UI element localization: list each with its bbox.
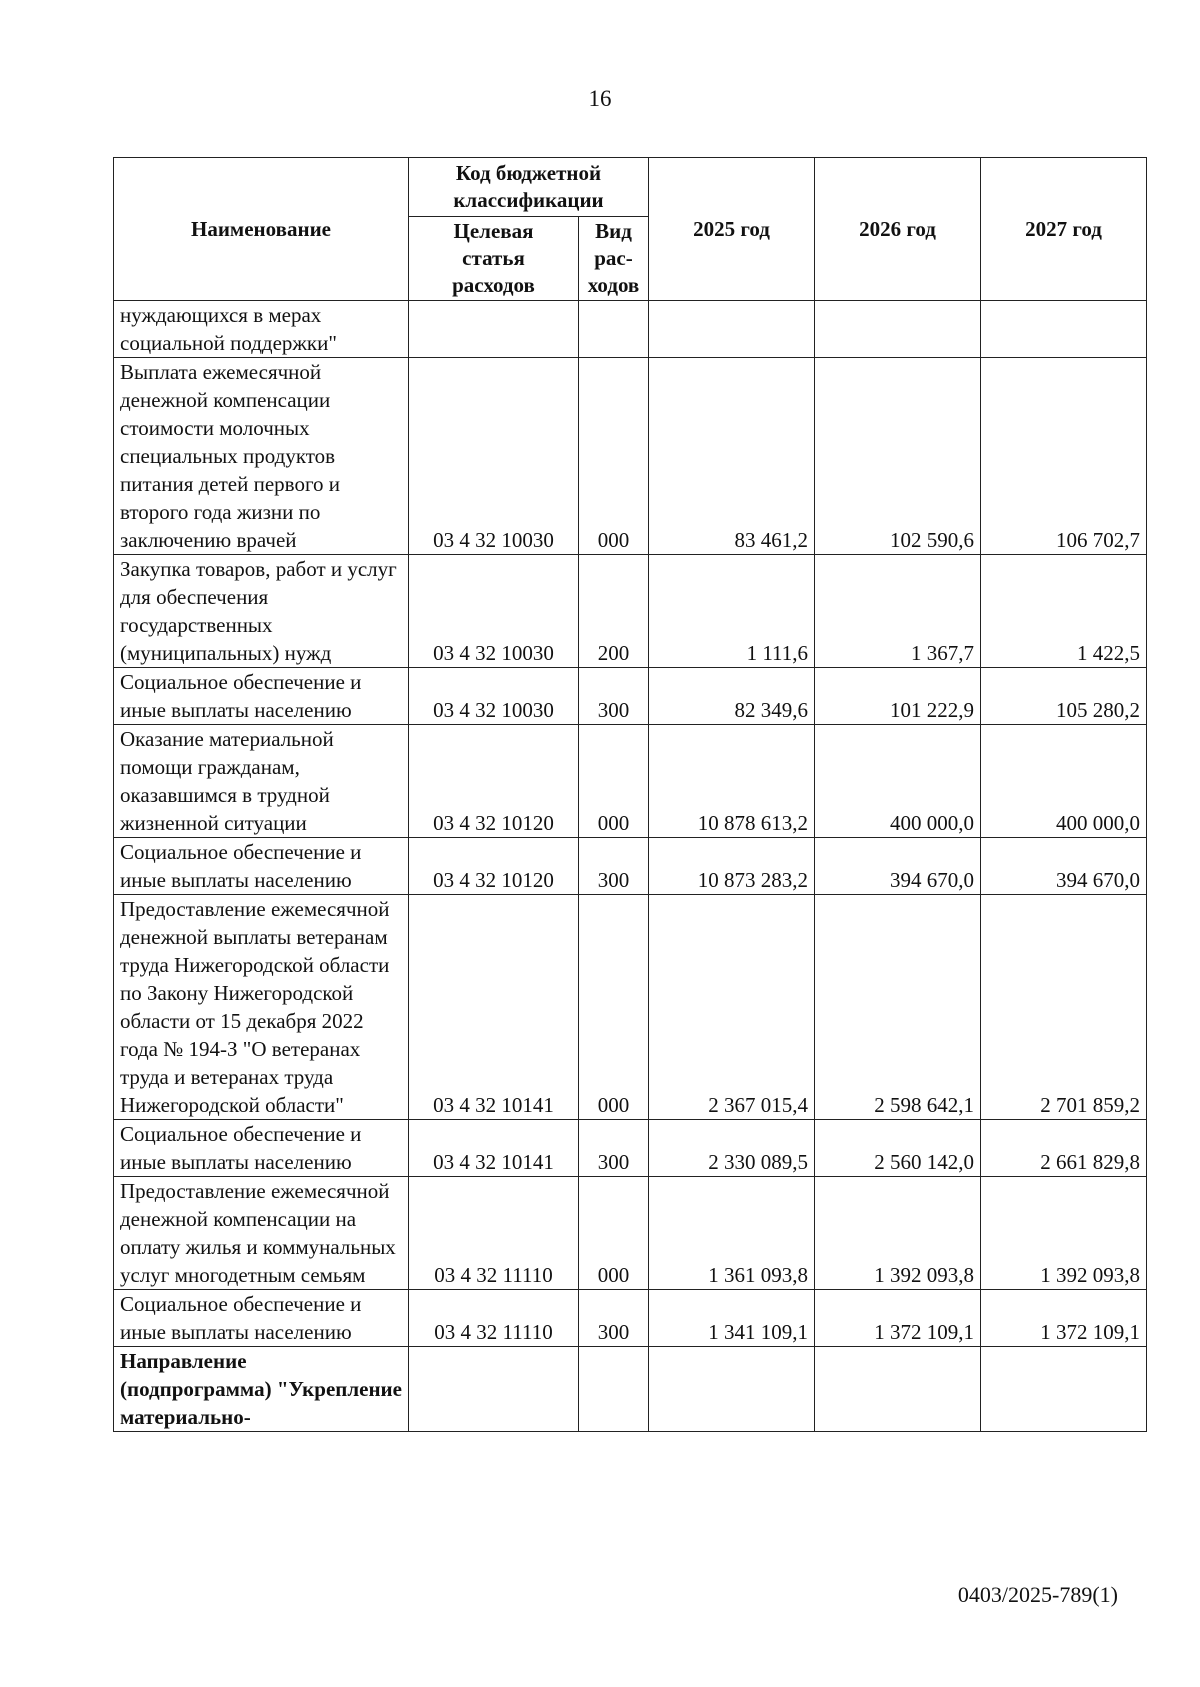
- row-target-article: 03 4 32 10141: [409, 895, 579, 1120]
- header-year-2027: 2027 год: [981, 158, 1147, 301]
- row-value-2026: 101 222,9: [815, 668, 981, 725]
- row-name: Предоставление ежемесячной денежной компенсации на оплату жилья и коммунальных услуг многодетным семьям: [114, 1177, 409, 1290]
- row-value-2026: [815, 1347, 981, 1432]
- table-row: [114, 838, 1147, 895]
- budget-table: [113, 157, 1147, 1432]
- row-target-article: 03 4 32 10141: [409, 1120, 579, 1177]
- header-year-2025: 2025 год: [649, 158, 815, 301]
- row-name: Предоставление ежемесячной денежной выплаты ветеранам труда Нижегородской области по Закону Нижегородской области от 15 декабря 2022 года № 194-З "О ветеранах труда и ветеранах труда Нижегородской области": [114, 895, 409, 1120]
- table-header: [114, 158, 1147, 301]
- row-value-2025: 83 461,2: [649, 358, 815, 555]
- row-expense-type: 000: [579, 725, 649, 838]
- row-value-2027: [981, 301, 1147, 358]
- table-row: [114, 1177, 1147, 1290]
- row-expense-type: 300: [579, 668, 649, 725]
- row-value-2025: 10 878 613,2: [649, 725, 815, 838]
- row-value-2026: 2 598 642,1: [815, 895, 981, 1120]
- row-value-2026: 400 000,0: [815, 725, 981, 838]
- table-row: [114, 301, 1147, 358]
- table-row: [114, 1347, 1147, 1432]
- row-expense-type: 000: [579, 358, 649, 555]
- row-value-2025: [649, 301, 815, 358]
- row-expense-type: 300: [579, 1290, 649, 1347]
- row-value-2025: [649, 1347, 815, 1432]
- row-value-2027: 106 702,7: [981, 358, 1147, 555]
- row-value-2025: 1 111,6: [649, 555, 815, 668]
- row-value-2026: 102 590,6: [815, 358, 981, 555]
- row-expense-type: [579, 1347, 649, 1432]
- row-target-article: 03 4 32 10120: [409, 725, 579, 838]
- table-row: [114, 1120, 1147, 1177]
- row-expense-type: 300: [579, 1120, 649, 1177]
- row-name: Социальное обеспечение и иные выплаты населению: [114, 838, 409, 895]
- table-row: [114, 555, 1147, 668]
- row-target-article: 03 4 32 11110: [409, 1290, 579, 1347]
- row-name: Выплата ежемесячной денежной компенсации стоимости молочных специальных продуктов питания детей первого и второго года жизни по заключению врачей: [114, 358, 409, 555]
- row-name: Закупка товаров, работ и услуг для обеспечения государственных (муниципальных) нужд: [114, 555, 409, 668]
- row-value-2027: 1 422,5: [981, 555, 1147, 668]
- table-row: [114, 358, 1147, 555]
- row-value-2025: 1 361 093,8: [649, 1177, 815, 1290]
- row-name: Социальное обеспечение и иные выплаты населению: [114, 1120, 409, 1177]
- row-value-2025: 10 873 283,2: [649, 838, 815, 895]
- row-value-2026: 1 367,7: [815, 555, 981, 668]
- row-value-2027: [981, 1347, 1147, 1432]
- row-value-2026: 1 372 109,1: [815, 1290, 981, 1347]
- row-target-article: 03 4 32 11110: [409, 1177, 579, 1290]
- row-value-2025: 82 349,6: [649, 668, 815, 725]
- header-name: Наименование: [114, 158, 409, 301]
- table-row: [114, 725, 1147, 838]
- row-target-article: [409, 1347, 579, 1432]
- document-code: 0403/2025-789(1): [957, 1582, 1118, 1607]
- row-value-2027: 105 280,2: [981, 668, 1147, 725]
- row-value-2025: 2 367 015,4: [649, 895, 815, 1120]
- row-value-2026: 2 560 142,0: [815, 1120, 981, 1177]
- row-target-article: 03 4 32 10120: [409, 838, 579, 895]
- row-target-article: 03 4 32 10030: [409, 358, 579, 555]
- row-expense-type: 200: [579, 555, 649, 668]
- row-expense-type: 000: [579, 1177, 649, 1290]
- row-expense-type: 000: [579, 895, 649, 1120]
- row-name: нуждающихся в мерах социальной поддержки": [114, 301, 409, 358]
- row-value-2025: 1 341 109,1: [649, 1290, 815, 1347]
- row-name: Социальное обеспечение и иные выплаты населению: [114, 668, 409, 725]
- header-code-group: Код бюджетной классификации: [409, 158, 649, 217]
- row-name: Направление (подпрограмма) "Укрепление материально-: [114, 1347, 409, 1432]
- row-value-2027: 1 372 109,1: [981, 1290, 1147, 1347]
- row-expense-type: [579, 301, 649, 358]
- header-year-2026: 2026 год: [815, 158, 981, 301]
- row-value-2027: 394 670,0: [981, 838, 1147, 895]
- row-value-2026: [815, 301, 981, 358]
- page-number: 16: [588, 86, 612, 111]
- row-value-2026: 394 670,0: [815, 838, 981, 895]
- table-body: [114, 301, 1147, 1432]
- row-name: Социальное обеспечение и иные выплаты населению: [114, 1290, 409, 1347]
- row-value-2025: 2 330 089,5: [649, 1120, 815, 1177]
- row-value-2027: 2 701 859,2: [981, 895, 1147, 1120]
- row-value-2027: 1 392 093,8: [981, 1177, 1147, 1290]
- table-row: [114, 668, 1147, 725]
- row-target-article: [409, 301, 579, 358]
- table-row: [114, 895, 1147, 1120]
- header-expense-type: Вид рас-ходов: [579, 217, 649, 301]
- row-target-article: 03 4 32 10030: [409, 668, 579, 725]
- row-value-2027: 400 000,0: [981, 725, 1147, 838]
- header-target-article: Целевая статья расходов: [409, 217, 579, 301]
- row-value-2027: 2 661 829,8: [981, 1120, 1147, 1177]
- row-value-2026: 1 392 093,8: [815, 1177, 981, 1290]
- row-name: Оказание материальной помощи гражданам, оказавшимся в трудной жизненной ситуации: [114, 725, 409, 838]
- row-target-article: 03 4 32 10030: [409, 555, 579, 668]
- table-row: [114, 1290, 1147, 1347]
- row-expense-type: 300: [579, 838, 649, 895]
